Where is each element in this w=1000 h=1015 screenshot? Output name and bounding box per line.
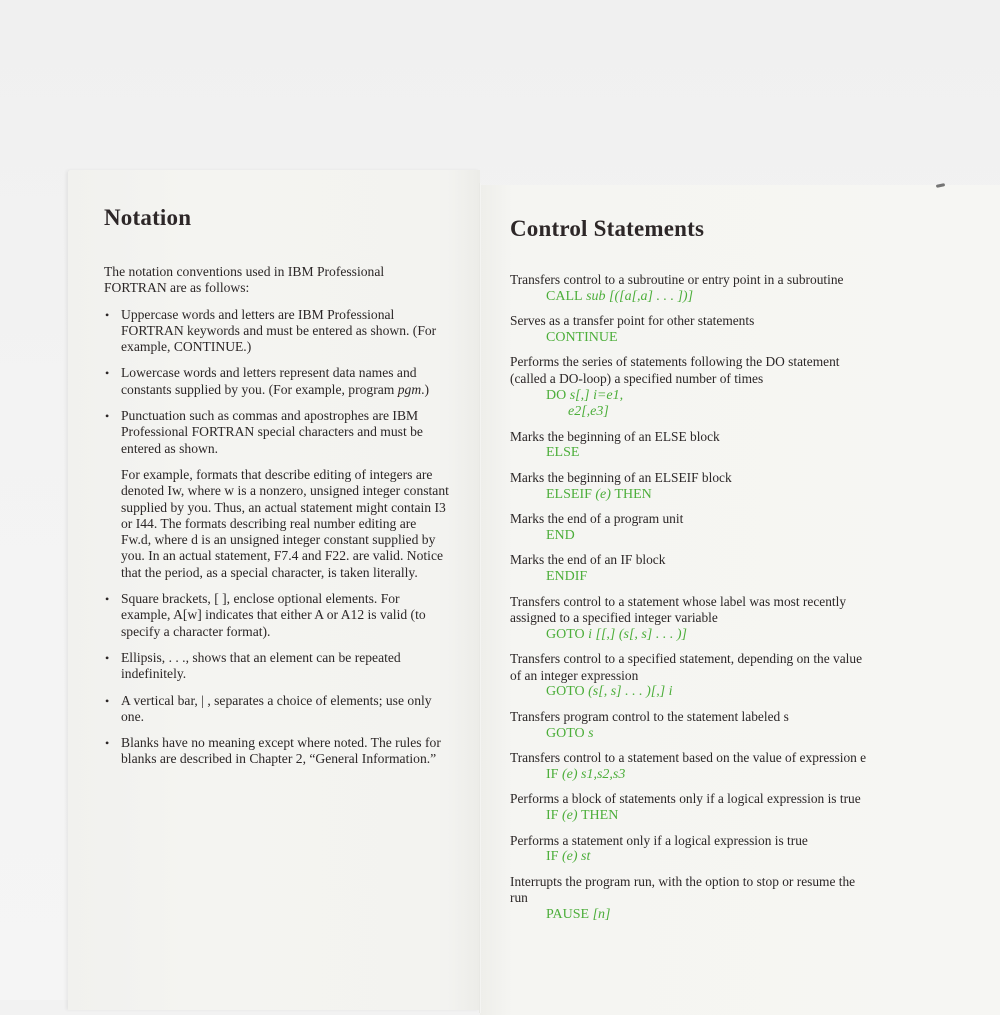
book-gutter	[479, 183, 481, 1013]
notation-body	[104, 264, 449, 778]
statement-endif: Marks the end of an IF block ENDIF	[510, 552, 870, 585]
statement-else: Marks the beginning of an ELSE block ELSE	[510, 429, 870, 462]
statement-end: Marks the end of a program unit END	[510, 511, 870, 544]
syntax-goto-unconditional: GOTO s	[546, 725, 594, 741]
syntax-continue: CONTINUE	[546, 329, 618, 345]
bullet-icon: •	[105, 592, 110, 607]
bullet-icon: •	[105, 409, 110, 424]
bullet-icon: •	[105, 366, 110, 381]
control-statements-list	[510, 272, 870, 932]
statement-if-block: Performs a block of statements only if a logical expression is true IF (e) THEN	[510, 791, 870, 824]
syntax-if-logical: IF (e) st	[546, 849, 591, 865]
bullet-icon: •	[105, 307, 110, 322]
syntax-call: CALL sub [([a[,a] . . . ])]	[546, 288, 694, 304]
syntax-end: END	[546, 527, 575, 543]
syntax-elseif: ELSEIF (e) THEN	[546, 486, 652, 502]
syntax-if-block: IF (e) THEN	[546, 808, 619, 824]
syntax-goto-computed: GOTO (s[, s] . . . )[,] i	[546, 684, 673, 700]
list-item: • A vertical bar, | , separates a choice of elements; use only one.	[105, 692, 432, 724]
statement-elseif: Marks the beginning of an ELSEIF block ELSEIF (e) THEN	[510, 470, 870, 503]
statement-goto-assigned: Transfers control to a statement whose label was most recently assigned to a specified integer variable GOTO i [[,] (s[, s] . . . )]	[510, 594, 870, 644]
statement-if-logical: Performs a statement only if a logical expression is true IF (e) st	[510, 833, 870, 866]
format-example-paragraph: For example, formats that describe editing of integers are denoted Iw, where w is a nonzero, unsigned integer constant supplied by you. Thus, an actual statement might contain I3 or I44. The formats describing real number editing are Fw.d, where d is an unsigned integer constant supplied by you. In an actual statement, F7.4 and F22. are valid. Notice that the period, as a special character, is taken literally.	[121, 466, 449, 580]
bullet-icon: •	[105, 650, 110, 665]
statement-if-arithmetic: Transfers control to a statement based on the value of expression e IF (e) s1,s2,s3	[510, 750, 870, 783]
control-statements-title: Control Statements	[510, 216, 705, 241]
bullet-icon: •	[105, 693, 110, 708]
statement-continue: Serves as a transfer point for other statements CONTINUE	[510, 313, 870, 346]
bullet-icon: •	[105, 736, 110, 751]
list-item: • Ellipsis, . . ., shows that an element can be repeated indefinitely.	[105, 649, 401, 682]
list-item: • Lowercase words and letters represent data names and constants supplied by you. (For example, program pgm.)	[105, 365, 430, 397]
list-item: • Uppercase words and letters are IBM Professional FORTRAN keywords and must be entered as shown. (For example, CONTINUE.)	[105, 306, 437, 355]
syntax-if-arithmetic: IF (e) s1,s2,s3	[546, 766, 626, 782]
list-item: • Square brackets, [ ], enclose optional elements. For example, A[w] indicates that either A or A12 is valid (to specify a character format).	[105, 591, 426, 639]
syntax-pause: PAUSE [n]	[546, 907, 611, 922]
syntax-do: DO s[,] i=e1, e2[,e3]	[546, 387, 624, 420]
syntax-endif: ENDIF	[546, 568, 588, 584]
syntax-goto-assigned: GOTO i [[,] (s[, s] . . . )]	[546, 626, 687, 642]
statement-goto-computed: Transfers control to a specified statement, depending on the value of an integer expression GOTO (s[, s] . . . )[,] i	[510, 651, 870, 701]
list-item: • Blanks have no meaning except where noted. The rules for blanks are described in Chapter 2, “General Information.”	[105, 735, 441, 767]
statement-do: Performs the series of statements following the DO statement (called a DO-loop) a specified number of times DO s[,] i=e1, e2[,e3]	[510, 354, 870, 420]
statement-goto-unconditional: Transfers program control to the statement labeled s GOTO s	[510, 709, 870, 742]
syntax-else: ELSE	[546, 445, 580, 461]
notation-intro: The notation conventions used in IBM Professional FORTRAN are as follows:	[104, 264, 385, 296]
statement-pause: Interrupts the program run, with the option to stop or resume the run PAUSE [n]	[510, 874, 870, 924]
notation-title: Notation	[104, 205, 192, 230]
list-item: • Punctuation such as commas and apostrophes are IBM Professional FORTRAN special characters and must be entered as shown. For example, formats that describe editing of integers are denoted Iw, where w is a nonzero, unsigned integer constant supplied by you. Thus, an actual statement might contain I3 or I44. The formats describing real number editing are Fw.d, where d is an unsigned integer constant supplied by you. In an actual statement, F7.4 and F22. are valid. Notice that the period, as a special character, is taken literally.	[105, 408, 449, 580]
notation-list	[104, 307, 449, 768]
statement-call: Transfers control to a subroutine or entry point in a subroutine CALL sub [([a[,a] . . . ])]	[510, 272, 870, 305]
